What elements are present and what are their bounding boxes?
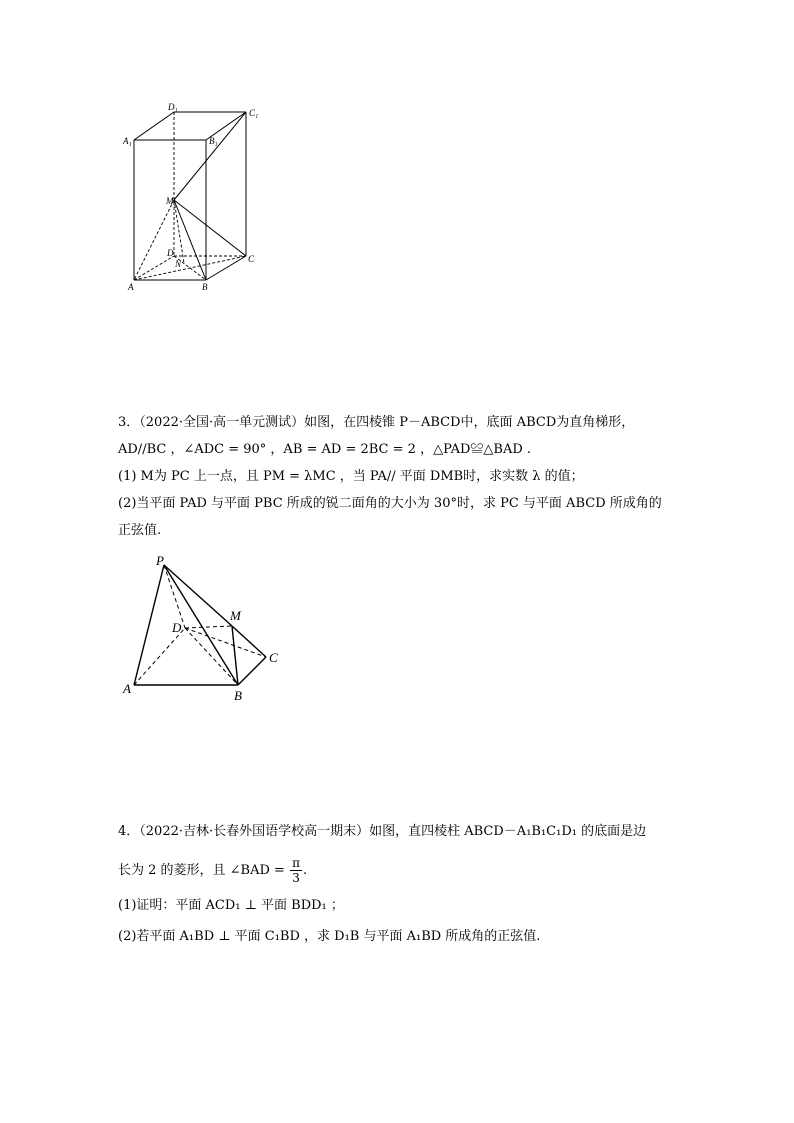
label-d1: D₁: [168, 102, 178, 112]
label-a1: A₁: [123, 136, 132, 146]
fraction-numerator: π: [292, 856, 300, 870]
problem4-line1: 4．（2022·吉林·长春外国语学校高一期末）如图，直四棱柱 ABCD－A₁B₁C₁D₁ 的底面是边: [118, 824, 647, 839]
problem3-line2: AD//BC ，∠ADC = 90° ，AB = AD = 2BC = 2 ，△PAD≌△BAD .: [118, 442, 532, 457]
fraction-pi-over-3: [290, 856, 302, 885]
prism-figure: [118, 100, 278, 300]
label-d: D: [167, 248, 174, 258]
problem4-line3: (1)证明：平面 ACD₁ ⊥ 平面 BDD₁ ；: [118, 898, 344, 913]
problem3-line1: 3．（2022·全国·高一单元测试）如图，在四棱锥 P－ABCD中，底面 ABCD为直角梯形，: [118, 415, 635, 430]
problem3-line3: (1) M为 PC 上一点，且 PM = λMC ，当 PA// 平面 DMB时，求实数 λ 的值；: [118, 469, 584, 484]
edge-d-c: [185, 628, 266, 657]
label-a: A: [123, 681, 131, 696]
label-b: B: [202, 282, 208, 292]
label-b1: B₁: [209, 136, 218, 146]
problem3-line5: 正弦值.: [118, 523, 162, 538]
pyramid-figure: [118, 552, 298, 707]
label-c1: C₁: [249, 108, 259, 118]
label-n: N: [175, 259, 182, 269]
segment-d-m: [185, 626, 232, 628]
label-a: A: [128, 282, 134, 292]
segment-c1-m: [174, 112, 246, 200]
problem4-line2: [118, 856, 698, 885]
segment-m-n: [174, 200, 184, 263]
label-m: M: [166, 196, 174, 206]
edge-m-c: [232, 626, 266, 657]
problem4-line4: (2)若平面 A₁BD ⊥ 平面 C₁BD ，求 D₁B 与平面 A₁BD 所成角的正弦值.: [118, 929, 541, 944]
segment-d-b: [185, 628, 238, 685]
edge-a1-d1: [134, 112, 174, 140]
edge-p-a: [134, 565, 164, 685]
edge-b-c: [238, 657, 266, 685]
label-c: C: [269, 650, 278, 665]
problem4-line2-text: 长为 2 的菱形，且 ∠BAD =: [118, 863, 285, 878]
problem3-line4: (2)当平面 PAD 与平面 PBC 所成的锐二面角的大小为 30°时，求 PC 与平面 ABCD 所成角的: [118, 496, 662, 511]
label-d: D: [172, 620, 182, 635]
label-m: M: [230, 608, 241, 623]
edge-p-m: [164, 565, 232, 626]
label-c: C: [248, 254, 255, 264]
label-b: B: [234, 688, 242, 703]
problem4-line2-end: .: [302, 863, 308, 878]
segment-m-a: [134, 200, 174, 280]
edge-b-c: [206, 256, 246, 280]
fraction-denominator: 3: [292, 871, 300, 885]
label-p: P: [156, 553, 164, 568]
